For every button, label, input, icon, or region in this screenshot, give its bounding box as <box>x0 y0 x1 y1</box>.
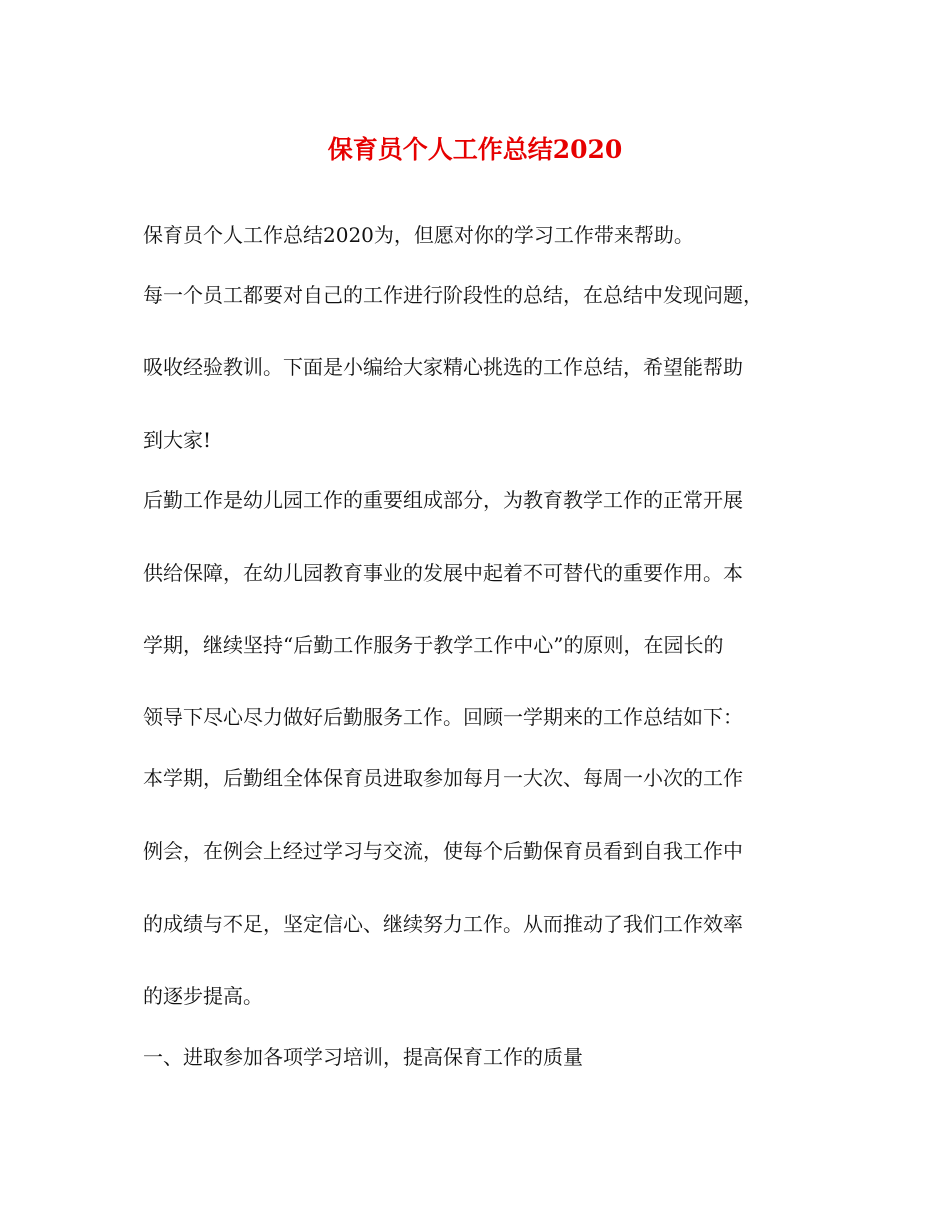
text-line: 领导下尽心尽力做好后勤服务工作。回顾一学期来的工作总结如下： <box>143 705 743 729</box>
text-line: 到大家! <box>143 428 212 452</box>
text-line: 例会，在例会上经过学习与交流，使每个后勤保育员看到自我工作中 <box>143 839 743 863</box>
text-line: 的成绩与不足，坚定信心、继续努力工作。从而推动了我们工作效率 <box>143 912 743 936</box>
text-line: 供给保障，在幼儿园教育事业的发展中起着不可替代的重要作用。本 <box>143 561 743 585</box>
text-line: 后勤工作是幼儿园工作的重要组成部分，为教育教学工作的正常开展 <box>143 488 743 512</box>
document-title: 保育员个人工作总结2020 <box>327 135 623 164</box>
text-line: 一、进取参加各项学习培训，提高保育工作的质量 <box>143 1045 583 1069</box>
text-line: 本学期，后勤组全体保育员进取参加每月一大次、每周一小次的工作 <box>143 766 743 790</box>
text-line: 保育员个人工作总结2020为，但愿对你的学习工作带来帮助。 <box>143 223 694 247</box>
text-line: 吸收经验教训。下面是小编给大家精心挑选的工作总结，希望能帮助 <box>143 355 743 379</box>
text-line: 的逐步提高。 <box>143 984 263 1008</box>
text-line: 学期，继续坚持“后勤工作服务于教学工作中心”的原则，在园长的 <box>143 633 724 657</box>
text-line: 每一个员工都要对自己的工作进行阶段性的总结，在总结中发现问题， <box>143 283 763 307</box>
